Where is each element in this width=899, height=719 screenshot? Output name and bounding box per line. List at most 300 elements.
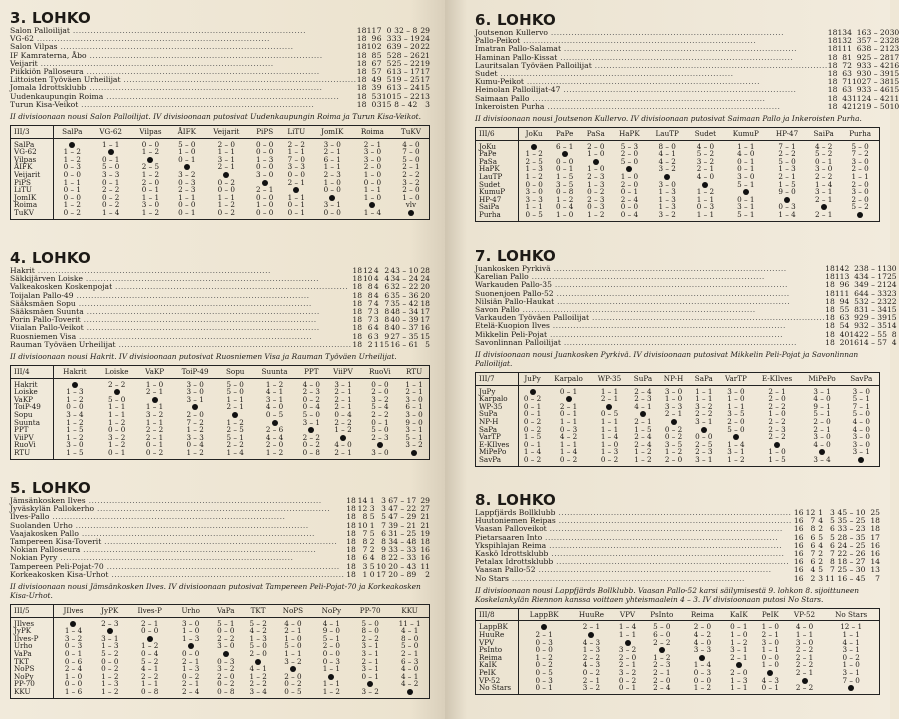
- wins: 7: [367, 315, 373, 325]
- match-result: 1 – 5: [66, 425, 84, 435]
- match-result: 4 – 2: [249, 626, 267, 636]
- match-result: 0 – 2: [523, 454, 542, 464]
- points: 16: [420, 323, 430, 333]
- match-result: 3 – 0: [66, 440, 84, 450]
- match-result: 0 – 0: [64, 679, 83, 689]
- match-result: 3 – 1: [361, 664, 379, 674]
- match-result: 1 – 2: [101, 686, 119, 696]
- points: 21: [420, 50, 430, 60]
- match-result: 4 – 1: [634, 401, 652, 411]
- matrix-column-team: NP-H: [658, 373, 689, 386]
- match-result: 0 – 1: [737, 164, 755, 174]
- team-name-text: Saimaan Pallo: [475, 93, 530, 103]
- team-name-text: Etelä-Kuopion Ilves: [475, 321, 550, 331]
- match-result: 0 – 5: [525, 209, 543, 219]
- leader-dots: ................................................................................: [72, 520, 309, 530]
- match-result: 5 – 1: [322, 633, 340, 643]
- losses: 3: [856, 36, 862, 46]
- match-result: 1 – 1: [145, 402, 164, 412]
- team-name-text: Karelian Pallo: [475, 272, 529, 282]
- matrix-row-team: Loiske: [11, 388, 54, 396]
- match-result: 0 – 0: [761, 652, 779, 662]
- match-result: 1 – 1: [107, 410, 126, 419]
- match-result: 4 – 1: [400, 671, 419, 681]
- match-result: 0 – 0: [256, 162, 274, 172]
- wins: 6: [842, 85, 848, 95]
- match-result: 0 – 5: [600, 409, 619, 419]
- match-result: 1 – 1: [323, 162, 341, 172]
- match-result: 3 – 2: [695, 401, 713, 411]
- section-title: 7. LOHKO: [475, 247, 556, 265]
- match-result: 1 – 4: [559, 447, 578, 457]
- match-result: 0 – 0: [555, 156, 574, 166]
- goal-difference: 35 – 25: [837, 516, 866, 526]
- goal-difference: 39 – 20: [391, 42, 420, 52]
- section-lohko-5: [10, 480, 430, 699]
- match-result: 3 – 0: [186, 387, 204, 397]
- match-result: 3 – 0: [186, 379, 204, 389]
- leader-dots: ................................................................................: [553, 288, 790, 298]
- match-result: vlv: [405, 200, 417, 210]
- match-result: 2 – 0: [851, 164, 869, 174]
- matrix-column-team: No Stars: [823, 608, 879, 621]
- matrix-column-team: LappBK: [519, 608, 570, 621]
- match-result: 1 – 0: [64, 671, 83, 681]
- match-result: 2 – 4: [620, 194, 639, 204]
- match-result: 1 – 5: [555, 172, 574, 181]
- points: 11: [889, 93, 899, 103]
- match-result: 2 – 2: [145, 425, 164, 435]
- wins: 7: [810, 516, 816, 526]
- matrix-header-row: [11, 605, 430, 618]
- matrix-column-team: E-KIlves: [753, 373, 800, 386]
- team-name-text: Joutsenon Kullervo: [475, 28, 548, 37]
- leader-dots: ................................................................................: [497, 69, 734, 79]
- games-played: 16: [793, 540, 804, 550]
- losses: 0: [386, 26, 392, 35]
- match-result: 5 – 1: [813, 409, 831, 419]
- match-result: 0 – 2: [664, 432, 683, 442]
- matrix-column-team: SalPa: [54, 126, 91, 139]
- matrix-row-team: LappBK: [476, 621, 519, 631]
- losses: 5: [386, 75, 392, 85]
- matrix-row-team: TuKV: [11, 209, 54, 219]
- match-result: 2 – 5: [695, 439, 713, 449]
- goal-difference: 33 – 42: [861, 60, 890, 70]
- match-result: 0 – 1: [63, 185, 81, 195]
- matrix-row-team: Karpalo: [476, 395, 519, 403]
- team-name-text: Kumu-Peikot: [475, 77, 524, 87]
- matrix-row-team: LauTP: [476, 173, 519, 181]
- match-result: 3 – 2: [361, 686, 379, 696]
- match-result: 1 – 2: [140, 641, 159, 651]
- match-result: 0 – 2: [63, 207, 81, 217]
- match-result: 1 – 1: [217, 147, 235, 157]
- wins: 7: [362, 545, 368, 555]
- match-result: 1 – 2: [141, 170, 160, 179]
- wins: 12: [362, 266, 373, 275]
- points: 29: [420, 496, 430, 505]
- matrix-column-team: SaiPa: [806, 128, 841, 141]
- match-result: 3 – 0: [363, 147, 382, 157]
- match-result: 1 – 1: [559, 439, 578, 449]
- games-played: 18: [827, 52, 838, 62]
- section-lohko-3: [10, 10, 430, 220]
- matrix-header-row: [11, 366, 430, 379]
- team-name-text: Warkauden Pallo-35: [475, 280, 552, 290]
- match-result: 2 – 3: [302, 387, 320, 397]
- matrix-row-team: JyPK: [11, 627, 54, 635]
- goal-difference: 67 – 17: [388, 496, 417, 505]
- draws: 1: [373, 339, 379, 349]
- match-result: 5 – 2: [101, 649, 119, 658]
- match-result: 0 – 1: [618, 683, 637, 693]
- match-result: 1 – 2: [653, 652, 671, 662]
- goal-difference: 15 – 22: [391, 91, 420, 101]
- team-name-text: Sääksmäen Suunta: [10, 307, 84, 317]
- points: 10: [889, 101, 899, 111]
- match-result: 2 – 1: [145, 432, 164, 442]
- match-result: 2 – 1: [813, 424, 831, 434]
- match-result: 0 – 1: [371, 417, 389, 427]
- match-result: 3 – 2: [658, 209, 676, 219]
- team-name-text: Turun Kisa-Veikot: [10, 99, 79, 109]
- match-result: 3 – 1: [302, 417, 320, 427]
- games-played: 18: [356, 67, 367, 77]
- match-result: 1 – 1: [63, 177, 81, 187]
- leader-dots: ................................................................................: [557, 52, 794, 62]
- goal-difference: 34 – 48: [388, 537, 417, 547]
- match-result: 2 – 0: [249, 649, 267, 658]
- wins: 1: [362, 569, 368, 579]
- wins: 6: [367, 331, 373, 341]
- match-result: 2 – 0: [363, 162, 382, 172]
- match-result: 2 – 0: [371, 387, 389, 397]
- team-name-text: Littoisten Työväen Urheilijat: [10, 75, 121, 85]
- draws: 3: [847, 69, 852, 79]
- matrix-row-team: HuuRe: [476, 631, 519, 639]
- match-result: 5 – 2: [696, 149, 715, 159]
- draws: 0: [844, 337, 850, 347]
- match-result: 1 – 0: [768, 447, 786, 457]
- points: 15: [886, 305, 897, 315]
- match-result: 0 – 2: [302, 394, 320, 404]
- match-result: 4 – 2: [815, 141, 833, 151]
- team-name-text: Suolanden Urho: [10, 520, 73, 530]
- draws: 2: [847, 60, 852, 70]
- match-result: 2 – 0: [265, 440, 284, 450]
- games-played: 18: [356, 34, 367, 44]
- matrix-column-team: Roima: [352, 126, 393, 139]
- games-played: 18: [356, 91, 367, 101]
- games-played: 18: [352, 315, 363, 325]
- points: 14: [886, 321, 897, 331]
- losses: 3: [381, 496, 386, 505]
- match-result: 1 – 0: [842, 660, 860, 670]
- match-result: 4 – 0: [813, 394, 831, 404]
- team-name-text: Säkkijärven Loiske: [10, 274, 83, 284]
- match-result: 2 – 0: [141, 177, 160, 187]
- match-result: 7 – 2: [851, 149, 869, 159]
- match-result: 1 – 0: [587, 164, 605, 174]
- match-result: 3 – 1: [813, 386, 831, 396]
- losses: 5: [829, 516, 835, 526]
- match-result: 2 – 2: [302, 432, 320, 442]
- section-title: 3. LOHKO: [10, 9, 91, 27]
- match-result: 1 – 2: [107, 440, 126, 450]
- draws: 1: [818, 508, 824, 517]
- match-result: 2 – 0: [620, 149, 639, 159]
- match-result: 0 – 2: [101, 664, 119, 674]
- match-result: 0 – 2: [600, 454, 619, 464]
- match-result: 5 – 0: [178, 139, 196, 149]
- goal-difference: 19 – 50: [861, 101, 890, 111]
- match-result: 2 – 2: [768, 417, 786, 426]
- match-result: 3 – 0: [217, 641, 235, 651]
- match-result: 4 – 1: [658, 149, 676, 159]
- match-result: 1 – 2: [66, 394, 84, 404]
- match-result: 5 – 0: [371, 425, 389, 435]
- section-note: II divisioonaan nousi Salon Palloilijat. IV divisioonaan putosivat Uudenkaupungin Roima ja Turun Kisa-Veikot.: [10, 112, 421, 122]
- matrix-column-team: Ilves-P: [127, 605, 173, 618]
- match-result: 0 – 8: [302, 447, 320, 457]
- match-result: 2 – 1: [323, 147, 341, 157]
- wins: 7: [367, 298, 373, 308]
- wins: 11: [366, 26, 377, 35]
- leader-dots: ................................................................................: [69, 26, 307, 35]
- matrix-row-team: NP-H: [476, 418, 519, 426]
- match-result: 4 – 0: [696, 172, 715, 181]
- losses: 1: [856, 28, 862, 37]
- points: 17: [420, 315, 430, 325]
- match-result: 1 – 4: [523, 447, 542, 457]
- match-result: 2 – 5: [141, 162, 160, 172]
- match-result: 2 – 2: [334, 417, 352, 427]
- match-result: 1 – 1: [102, 139, 120, 149]
- results-matrix: [475, 127, 880, 222]
- losses: 7: [829, 549, 835, 559]
- match-result: 2 – 1: [768, 386, 786, 396]
- match-result: 2 – 0: [768, 394, 786, 404]
- matrix-column-team: NoPy: [313, 605, 351, 618]
- matrix-column-team: HP-47: [768, 128, 806, 141]
- match-result: 3 – 3: [102, 170, 120, 179]
- draws: 4: [373, 290, 379, 300]
- match-result: 3 – 0: [182, 618, 200, 628]
- match-result: 1 – 3: [182, 664, 200, 674]
- matrix-column-team: VaPa: [209, 605, 243, 618]
- draws: 3: [373, 331, 379, 341]
- match-result: 1 – 0: [730, 630, 748, 640]
- leader-dots: ................................................................................: [546, 540, 783, 550]
- standings-table: [475, 265, 897, 347]
- match-result: 0 – 0: [323, 207, 341, 217]
- leader-dots: ................................................................................: [33, 34, 270, 44]
- match-result: 0 – 0: [371, 379, 389, 389]
- matrix-column-team: VaKP: [138, 366, 172, 379]
- wins: 5: [371, 67, 377, 77]
- match-result: 0 – 3: [696, 202, 715, 212]
- match-result: 2 – 2: [287, 139, 305, 149]
- match-result: 1 – 3: [101, 679, 119, 689]
- match-result: 8 – 0: [400, 633, 419, 643]
- match-result: 3 – 5: [555, 179, 574, 189]
- wins: 9: [839, 296, 845, 306]
- goal-difference: 13 – 17: [391, 67, 420, 77]
- match-result: 0 – 2: [842, 652, 860, 662]
- match-result: 2 – 0: [620, 179, 639, 189]
- losses: 16: [849, 337, 859, 347]
- leader-dots: ................................................................................: [80, 545, 317, 555]
- team-name-text: Sääksmäen Sopu: [10, 298, 76, 308]
- match-result: 5 – 0: [302, 410, 320, 419]
- leader-dots: ................................................................................: [589, 313, 826, 323]
- match-result: 4 – 0: [400, 664, 419, 674]
- match-result: 2 – 0: [851, 179, 869, 189]
- match-result: 2 – 3: [634, 394, 652, 404]
- team-name-text: Petalax Idrottsklubb: [475, 557, 554, 567]
- section-title: 4. LOHKO: [10, 249, 91, 267]
- matrix-column-team: PaPe: [549, 128, 580, 141]
- match-result: 0 – 2: [559, 454, 578, 464]
- match-result: 1 – 2: [525, 149, 543, 159]
- draws: 4: [373, 274, 379, 284]
- match-result: 3 – 0: [658, 179, 676, 189]
- match-result: 0 – 2: [664, 424, 683, 434]
- games-played: 18: [356, 99, 367, 109]
- goal-difference: 27 – 38: [861, 77, 890, 87]
- match-result: 1 – 2: [186, 425, 204, 435]
- match-result: 2 – 1: [664, 409, 683, 419]
- filled-dot-icon: [848, 685, 854, 691]
- games-played: 18: [356, 83, 367, 93]
- match-result: 2 – 0: [664, 454, 683, 464]
- goal-difference: 38 – 21: [861, 44, 890, 54]
- match-result: 1 – 4: [64, 626, 83, 636]
- match-result: 2 – 1: [778, 172, 796, 181]
- matrix-column-team: HuuRe: [569, 608, 613, 621]
- losses: 9: [854, 313, 859, 323]
- games-played: 18: [825, 313, 835, 323]
- results-matrix: [10, 365, 430, 460]
- wins: 0: [371, 99, 377, 109]
- standings-row: [10, 341, 430, 349]
- team-name-text: No Stars: [475, 573, 509, 583]
- match-result: 1 – 0: [587, 149, 605, 159]
- team-name-text: Nokian Palloseura: [10, 545, 81, 555]
- match-result: 2 – 1: [815, 194, 833, 204]
- draws: 5: [818, 532, 824, 542]
- goal-difference: 31 – 25: [388, 528, 417, 538]
- matrix-column-team: RuoVi: [361, 366, 400, 379]
- match-result: 2 – 0: [653, 675, 671, 685]
- wins: 6: [839, 313, 845, 323]
- match-result: 0 – 4: [140, 649, 159, 658]
- team-name: [475, 339, 825, 347]
- match-result: 1 – 0: [761, 622, 779, 632]
- games-played: 18: [827, 101, 838, 111]
- match-result: 7 – 1: [852, 401, 870, 411]
- points: 22: [886, 296, 897, 306]
- matrix-row-team: MiPePo: [476, 448, 519, 456]
- draws: 4: [369, 553, 375, 563]
- match-result: 0 – 0: [217, 626, 235, 636]
- matrix-row-team: Urho: [11, 642, 54, 650]
- match-result: 0 – 2: [145, 447, 164, 457]
- matrix-column-team: SavPa: [843, 373, 879, 386]
- wins: 11: [834, 288, 845, 298]
- match-result: 1 – 1: [795, 630, 814, 640]
- match-result: 2 – 1: [600, 394, 619, 404]
- match-result: 4 – 2: [658, 156, 676, 166]
- matrix-column-team: SuPa: [628, 373, 658, 386]
- matrix-column-team: JoKu: [519, 128, 550, 141]
- games-played: 18: [346, 504, 356, 514]
- wins: 10: [357, 520, 368, 530]
- points: 21: [420, 512, 430, 522]
- match-result: 12 – 1: [840, 622, 863, 632]
- match-result: 0 – 4: [555, 202, 574, 212]
- losses: 11: [825, 573, 835, 583]
- team-name-text: Pietarsaaren Into: [475, 532, 543, 542]
- games-played: 18: [356, 75, 367, 85]
- goal-difference: 63 – 20: [861, 28, 890, 37]
- games-played: 18: [352, 266, 363, 275]
- draws: 9: [376, 75, 382, 85]
- wins: 7: [367, 307, 373, 317]
- wins: 10: [362, 274, 373, 284]
- wins: 6: [842, 69, 848, 79]
- points: 18: [870, 516, 880, 526]
- draws: 6: [376, 34, 382, 44]
- wins: 8: [362, 512, 368, 522]
- losses: 9: [381, 545, 386, 555]
- match-result: 2 – 0: [322, 641, 340, 651]
- section-title: 6. LOHKO: [475, 11, 556, 29]
- match-result: 0 – 2: [523, 424, 542, 434]
- losses: 11: [851, 93, 862, 103]
- losses: 6: [386, 42, 392, 52]
- matrix-row-team: JIlves: [11, 617, 54, 627]
- team-name-text: Lauritsalan Työväen Palloilijat: [475, 60, 592, 70]
- points: 23: [889, 44, 899, 54]
- matrix-header-row: [476, 128, 880, 141]
- draws: 3: [844, 313, 850, 323]
- matrix-header-row: [476, 373, 880, 386]
- draws: 1: [847, 77, 852, 87]
- wins: 9: [371, 34, 377, 44]
- matrix-column-team: Karpalo: [546, 373, 591, 386]
- games-played: 18: [356, 58, 367, 68]
- team-name-text: Imatran Pallo-Salamat: [475, 44, 561, 54]
- goal-difference: 40 – 37: [390, 323, 419, 333]
- games-played: 18: [346, 569, 356, 579]
- goal-difference: 18 – 27: [837, 557, 866, 567]
- matrix-row-team: LiTU: [11, 186, 54, 194]
- standings-table: [10, 267, 430, 349]
- games-played: 18: [352, 331, 363, 341]
- matrix-column-team: LauTP: [647, 128, 687, 141]
- draws: 3: [369, 504, 375, 514]
- points: 13: [870, 565, 880, 575]
- matrix-row-team: PeIK: [476, 669, 519, 677]
- losses: 12: [851, 101, 862, 111]
- match-result: 0 – 3: [693, 667, 712, 677]
- games-played: 18: [825, 296, 835, 306]
- draws: 7: [376, 67, 382, 77]
- match-result: 9 – 0: [322, 626, 340, 636]
- match-result: 5 – 0: [284, 641, 302, 651]
